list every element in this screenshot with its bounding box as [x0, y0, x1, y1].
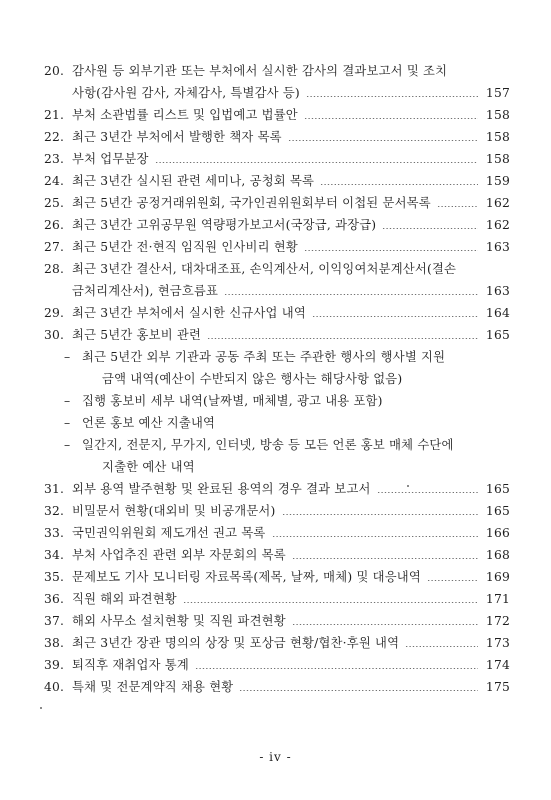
dash-bullet: –: [64, 350, 71, 364]
toc-entry-line: [44, 478, 510, 500]
toc-page-number: 164: [485, 306, 510, 320]
toc-page-number: 166: [485, 526, 510, 540]
toc-entry-title: 감사원 등 외부기관 또는 부처에서 실시한 감사의 결과보고서 및 조치: [72, 64, 448, 78]
toc-entry: [44, 588, 510, 610]
dot-leader: [320, 184, 478, 185]
toc-entry-line: [44, 170, 510, 192]
dot-leader: [312, 316, 478, 317]
toc-entry-number: 25.: [44, 196, 65, 210]
toc-entry: [44, 522, 510, 544]
toc-subitem-line: [44, 346, 510, 368]
toc-section-2: [44, 478, 510, 698]
dot-leader: [282, 514, 478, 515]
toc-entry: [44, 302, 510, 324]
toc-entry: [44, 60, 510, 104]
dot-leader: [382, 228, 478, 229]
toc-subitem: [44, 346, 510, 390]
scan-speck: [407, 485, 409, 487]
toc-entry-line: [44, 148, 510, 170]
toc-entry-title: 부처 소관법률 리스트 및 입법예고 법률안: [72, 108, 298, 122]
toc-entry-number: 24.: [44, 174, 65, 188]
toc-page-number: 158: [485, 130, 510, 144]
toc-entry-line: [44, 126, 510, 148]
dash-bullet: –: [64, 416, 71, 430]
toc-entry-number: 35.: [44, 570, 65, 584]
toc-entry: [44, 654, 510, 676]
dot-leader: [427, 580, 478, 581]
toc-page-number: 165: [485, 328, 510, 342]
toc-subitem: [44, 434, 510, 478]
toc-entry-line: [44, 258, 510, 280]
toc-entry-line: [44, 676, 510, 698]
toc-entry-title: 최근 3년간 고위공무원 역량평가보고서(국장급, 과장급): [72, 218, 377, 232]
toc-entry-title: 부처 업무분장: [72, 152, 149, 166]
dash-bullet: –: [64, 438, 71, 452]
toc-page-number: 162: [485, 218, 510, 232]
toc-entry-line: [44, 566, 510, 588]
toc-page-number: 169: [485, 570, 510, 584]
toc-entry-number: 33.: [44, 526, 65, 540]
dot-leader: [437, 206, 478, 207]
dash-bullet: –: [64, 394, 71, 408]
toc-entry: [44, 126, 510, 148]
toc-entry-number: 23.: [44, 152, 65, 166]
toc-entry: [44, 566, 510, 588]
toc-entry-title: 직원 해외 파견현황: [72, 592, 177, 606]
toc-entry-line: [44, 500, 510, 522]
toc-entry: [44, 170, 510, 192]
dot-leader: [292, 624, 478, 625]
toc-subitem-line: [44, 412, 510, 434]
dot-leader: [207, 338, 478, 339]
toc-subitem-text: 지출한 예산 내역: [102, 460, 195, 474]
dot-leader: [155, 162, 478, 163]
toc-entry-title: 최근 5년간 공정거래위원회, 국가인권위원회부터 이첩된 문서목록: [72, 196, 431, 210]
toc-entry-line: [44, 104, 510, 126]
toc-page-number: 162: [485, 196, 510, 210]
toc-entry-line: [44, 654, 510, 676]
toc-entry-line: [44, 324, 510, 346]
dot-leader: [377, 492, 478, 493]
toc-entry-title: 국민권익위원회 제도개선 권고 목록: [72, 526, 266, 540]
dot-leader: [304, 118, 478, 119]
toc-subitem-text: 최근 5년간 외부 기관과 공동 주최 또는 주관한 행사의 행사별 지원: [82, 350, 446, 364]
toc-subitem-line: [44, 390, 510, 412]
dot-leader: [224, 294, 478, 295]
toc-entry-line: [44, 60, 510, 82]
toc-entry-title: 부처 사업추진 관련 외부 자문회의 목록: [72, 548, 286, 562]
toc-entry: [44, 610, 510, 632]
toc-subitem-line: [44, 368, 510, 390]
table-of-contents: [44, 60, 510, 698]
toc-entry-title: 외부 용역 발주현황 및 완료된 용역의 경우 결과 보고서: [72, 482, 371, 496]
toc-page-number: 165: [485, 504, 510, 518]
toc-entry-line: [44, 302, 510, 324]
toc-entry-line: [44, 82, 510, 104]
toc-entry-title: 비밀문서 현황(대외비 및 비공개문서): [72, 504, 276, 518]
toc-entry-number: 31.: [44, 482, 65, 496]
toc-page-number: 175: [485, 680, 510, 694]
toc-entry: [44, 500, 510, 522]
toc-entry-line: [44, 544, 510, 566]
toc-entry-number: 34.: [44, 548, 65, 562]
scan-speck: [40, 707, 42, 709]
toc-entry-title: 특채 및 전문계약직 채용 현황: [72, 680, 234, 694]
toc-entry-title: 해외 사무소 설치현황 및 직원 파견현황: [72, 614, 286, 628]
toc-subitem-line: [44, 456, 510, 478]
toc-entry-line: [44, 632, 510, 654]
toc-entry-number: 39.: [44, 658, 65, 672]
toc-page-number: 174: [485, 658, 510, 672]
toc-entry-title: 최근 3년간 실시된 관련 세미나, 공청회 목록: [72, 174, 315, 188]
dot-leader: [288, 140, 478, 141]
toc-subitem-text: 금액 내역(예산이 수반되지 않은 행사는 해당사항 없음): [102, 372, 403, 386]
toc-entry: [44, 258, 510, 302]
toc-entry-title: 금처리계산서), 현금흐름표: [72, 284, 219, 298]
toc-subitem-text: 집행 홍보비 세부 내역(날짜별, 매체별, 광고 내용 포함): [82, 394, 383, 408]
toc-entry: [44, 236, 510, 258]
toc-page-number: 163: [485, 240, 510, 254]
dot-leader: [239, 690, 478, 691]
toc-entry-number: 38.: [44, 636, 65, 650]
toc-entry: [44, 544, 510, 566]
dot-leader: [306, 96, 478, 97]
toc-entry-line: [44, 236, 510, 258]
toc-page-number: 171: [485, 592, 510, 606]
toc-entry-number: 28.: [44, 262, 65, 276]
dot-leader: [272, 536, 478, 537]
dot-leader: [292, 558, 478, 559]
toc-page-number: 159: [485, 174, 510, 188]
toc-entry-number: 20.: [44, 64, 65, 78]
toc-entry-title: 사항(감사원 감사, 자체감사, 특별감사 등): [72, 86, 300, 100]
toc-entry-number: 37.: [44, 614, 65, 628]
toc-page-number: 172: [485, 614, 510, 628]
dot-leader: [304, 250, 478, 251]
toc-entry-number: 27.: [44, 240, 65, 254]
toc-entry-title: 최근 3년간 부처에서 발행한 책자 목록: [72, 130, 282, 144]
dot-leader: [183, 602, 478, 603]
toc-entry: [44, 148, 510, 170]
dot-leader: [405, 646, 478, 647]
toc-subitem-line: [44, 434, 510, 456]
toc-subitem-text: 일간지, 전문지, 무가지, 인터넷, 방송 등 모든 언론 홍보 매체 수단에: [82, 438, 454, 452]
toc-entry-line: [44, 588, 510, 610]
toc-subitems: [44, 346, 510, 478]
toc-entry-title: 문제보도 기사 모니터링 자료목록(제목, 날짜, 매체) 및 대응내역: [72, 570, 421, 584]
toc-entry-number: 22.: [44, 130, 65, 144]
toc-entry: [44, 104, 510, 126]
toc-entry-title: 최근 3년간 결산서, 대차대조표, 손익계산서, 이익잉여처분계산서(결손: [72, 262, 457, 276]
page-footer: - iv -: [259, 750, 292, 764]
toc-entry-title: 최근 3년간 부처에서 실시한 신규사업 내역: [72, 306, 306, 320]
toc-entry: [44, 192, 510, 214]
toc-entry-number: 21.: [44, 108, 65, 122]
toc-entry-title: 퇴직후 재취업자 통계: [72, 658, 189, 672]
toc-page-number: 157: [485, 86, 510, 100]
toc-entry-number: 30.: [44, 328, 65, 342]
toc-page-number: 158: [485, 108, 510, 122]
toc-page-number: 168: [485, 548, 510, 562]
toc-subitem: [44, 390, 510, 412]
toc-entry-number: 29.: [44, 306, 65, 320]
toc-page-number: 163: [485, 284, 510, 298]
toc-entry: [44, 214, 510, 236]
toc-entry-number: 40.: [44, 680, 65, 694]
toc-section-1: [44, 60, 510, 346]
toc-entry: [44, 324, 510, 346]
toc-entry: [44, 632, 510, 654]
toc-entry-title: 최근 5년간 전·현직 임직원 인사비리 현황: [72, 240, 298, 254]
toc-entry-number: 32.: [44, 504, 65, 518]
toc-subitem: [44, 412, 510, 434]
toc-subitem-text: 언론 홍보 예산 지출내역: [82, 416, 216, 430]
toc-page-number: 158: [485, 152, 510, 166]
toc-entry-line: [44, 214, 510, 236]
toc-entry-line: [44, 522, 510, 544]
toc-page-number: 173: [485, 636, 510, 650]
toc-entry: [44, 676, 510, 698]
toc-entry: [44, 478, 510, 500]
toc-entry-line: [44, 610, 510, 632]
toc-entry-line: [44, 192, 510, 214]
toc-entry-title: 최근 5년간 홍보비 관련: [72, 328, 202, 342]
toc-entry-number: 26.: [44, 218, 65, 232]
toc-entry-line: [44, 280, 510, 302]
toc-entry-title: 최근 3년간 장관 명의의 상장 및 포상금 현황/협찬·후원 내역: [72, 636, 400, 650]
toc-page-number: 165: [485, 482, 510, 496]
dot-leader: [195, 668, 478, 669]
toc-entry-number: 36.: [44, 592, 65, 606]
